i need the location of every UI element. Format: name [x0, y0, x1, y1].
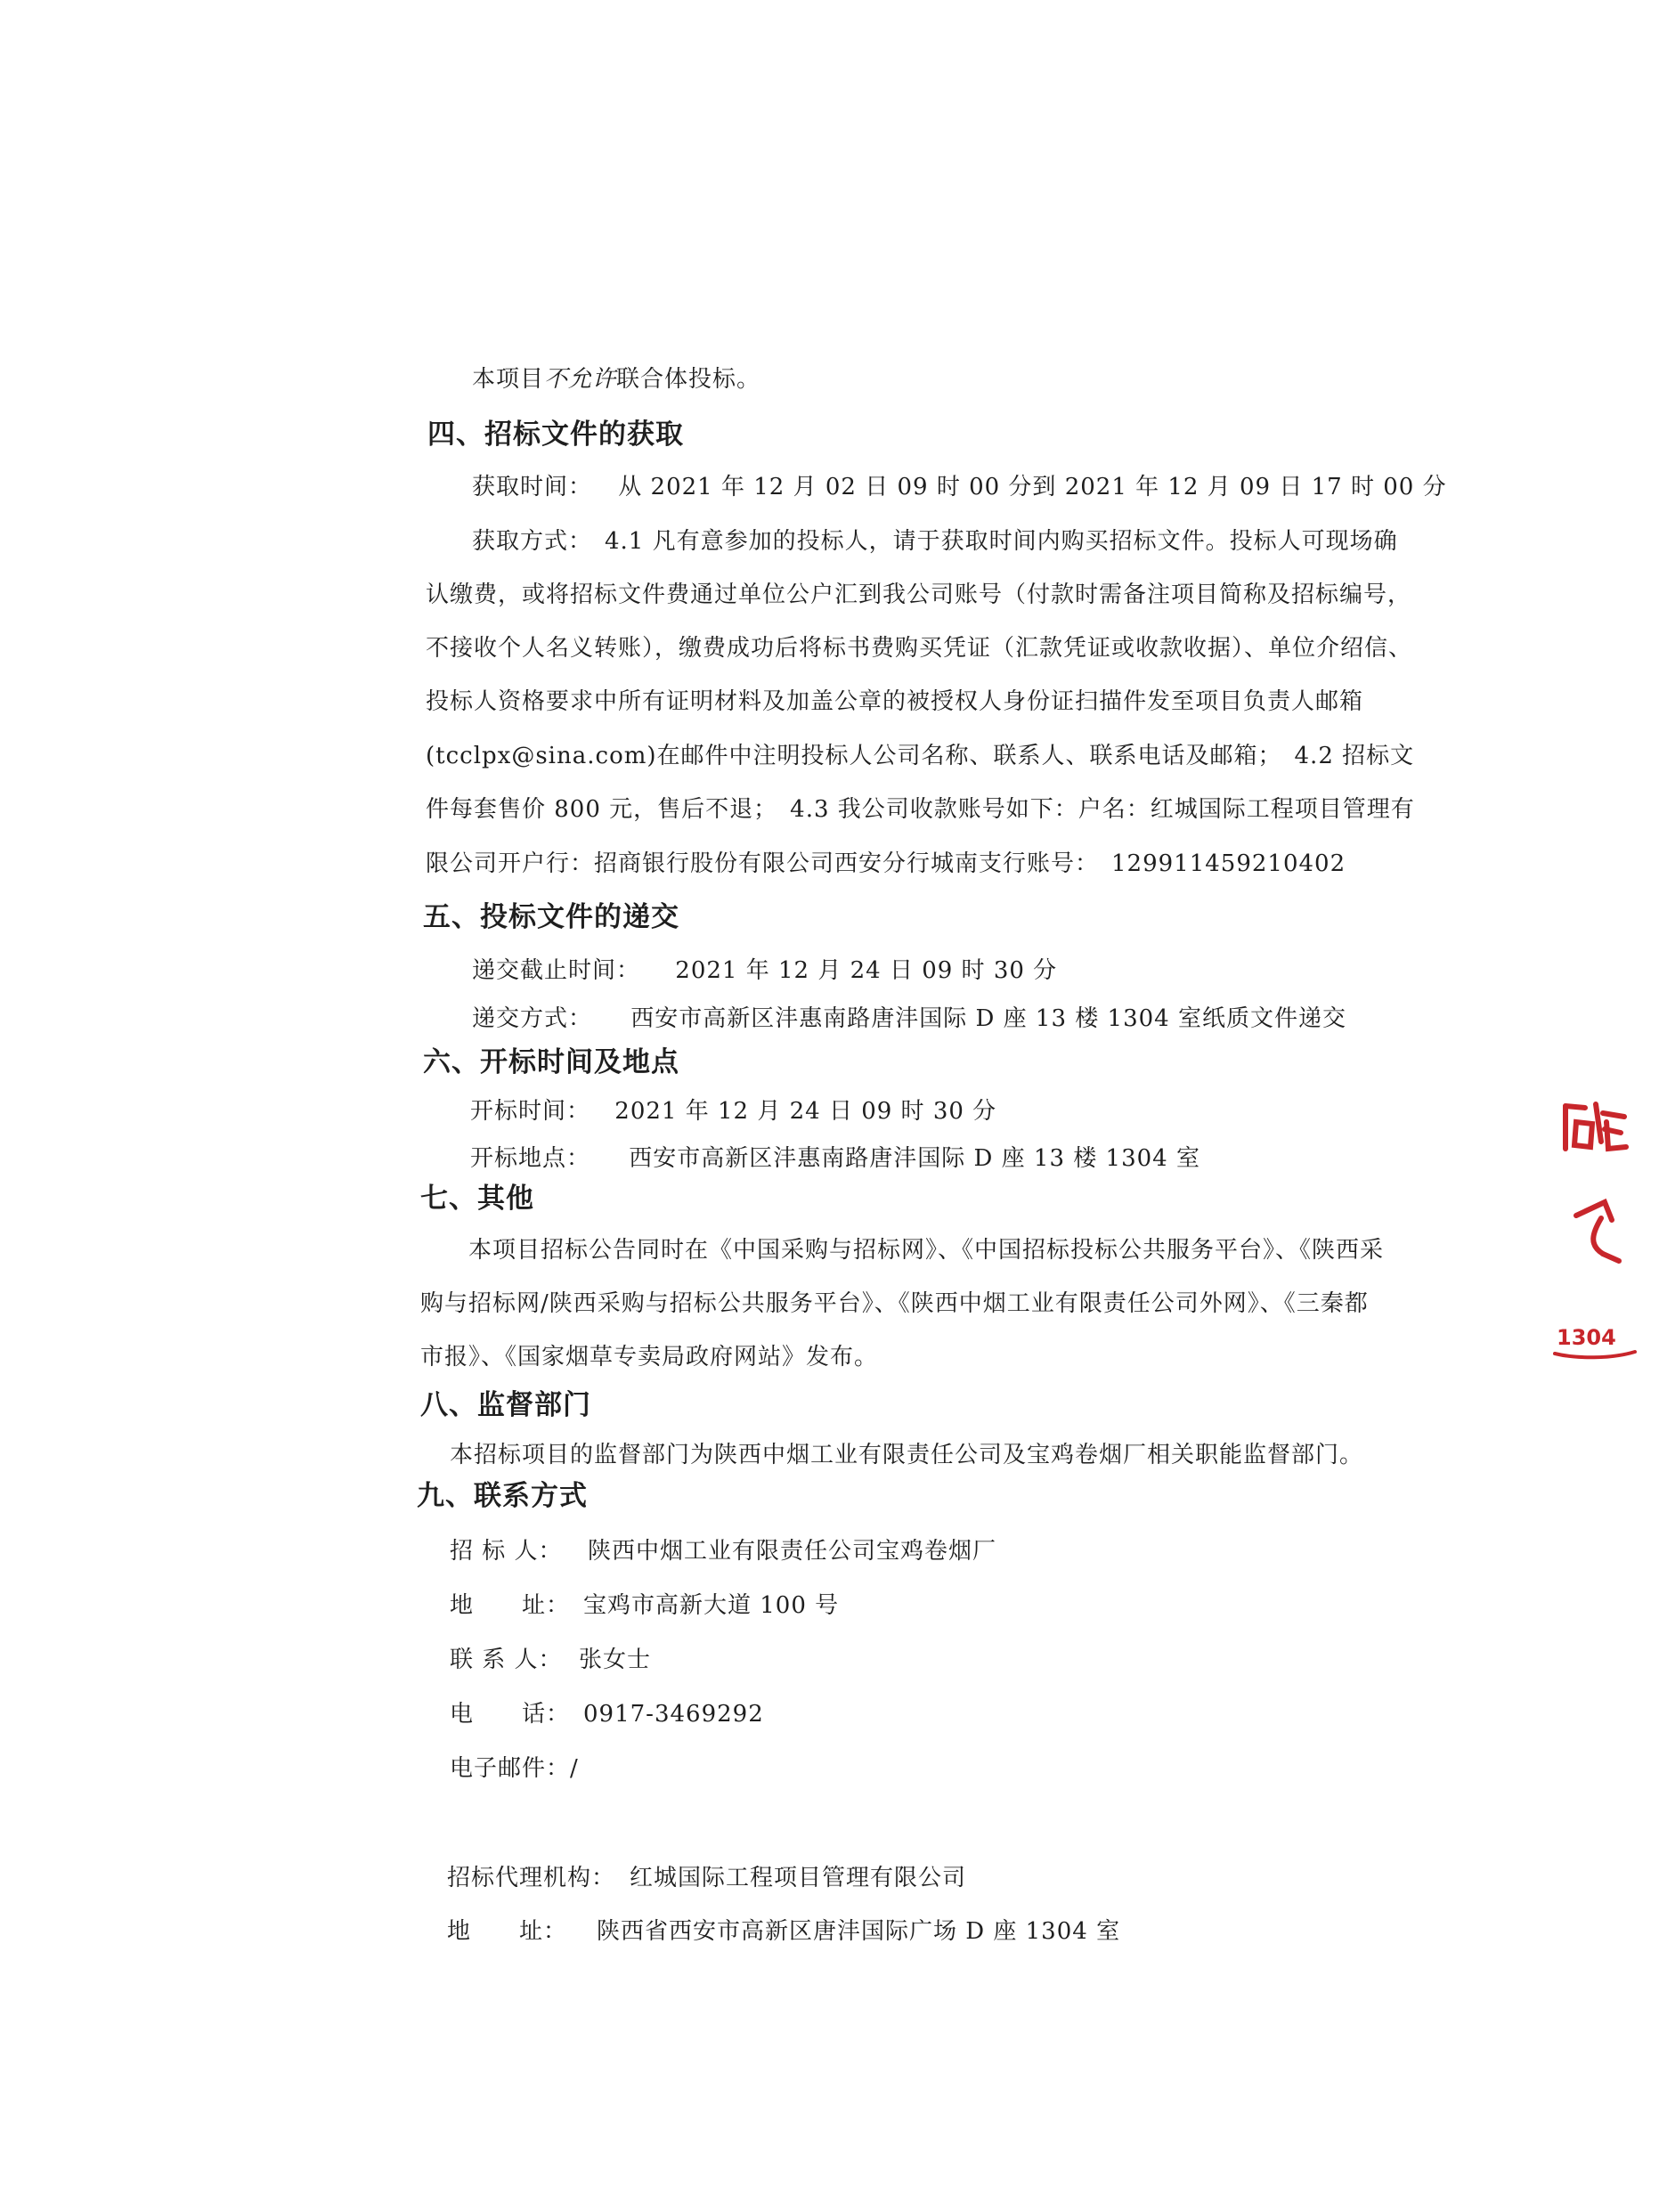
agency-label: 地 址： — [447, 1918, 568, 1945]
contact-label: 电子邮件： — [450, 1755, 571, 1782]
seal-text: 1304 — [1557, 1325, 1616, 1350]
agency-value: 陕西省西安市高新区唐沣国际广场 D 座 1304 室 — [597, 1918, 1121, 1945]
submit-method-value: 西安市高新区沣惠南路唐沣国际 D 座 13 楼 1304 室纸质文件递交 — [630, 1005, 1346, 1032]
intro-emphasis: 不允许 — [544, 366, 617, 393]
contact-label: 地 址： — [450, 1592, 571, 1619]
contact-tenderer — [450, 1537, 996, 1565]
intro-line — [472, 365, 760, 394]
open-place-value: 西安市高新区沣惠南路唐沣国际 D 座 13 楼 1304 室 — [629, 1145, 1200, 1172]
method-line-7: 限公司开户行：招商银行股份有限公司西安分行城南支行账号： 129911459210402 — [426, 850, 1346, 877]
method-line-1: 获取方式： 4.1 凡有意参加的投标人，请于获取时间内购买招标文件。投标人可现场确 — [472, 528, 1398, 555]
contact-value: / — [570, 1755, 579, 1782]
contact-email — [450, 1754, 579, 1783]
contact-address — [450, 1591, 839, 1620]
open-place-line — [470, 1144, 1200, 1173]
other-line-3: 市报》、《国家烟草专卖局政府网站》发布。 — [420, 1344, 879, 1370]
deadline-line — [472, 956, 1057, 985]
supervision-text: 本招标项目的监督部门为陕西中烟工业有限责任公司及宝鸡卷烟厂相关职能监督部门。 — [450, 1442, 1364, 1468]
contact-phone — [450, 1700, 764, 1728]
submit-method-label: 递交方式： — [472, 1005, 593, 1032]
section-7-heading: 七、其他 — [420, 1183, 534, 1215]
section-8-heading: 八、监督部门 — [420, 1389, 591, 1421]
acquire-time-value: 从 2021 年 12 月 02 日 09 时 00 分到 2021 年 12 月 09 日 17 时 00 分 — [618, 474, 1447, 500]
method-line-3: 不接收个人名义转账），缴费成功后将标书费购买凭证（汇款凭证或收款收据）、单位介绍信、 — [426, 635, 1413, 662]
method-line-2: 认缴费，或将招标文件费通过单位公户汇到我公司账号（付款时需备注项目简称及招标编号， — [426, 581, 1412, 608]
other-line-2: 购与招标网/陕西采购与招标公共服务平台》、《陕西中烟工业有限责任公司外网》、《三秦都 — [420, 1290, 1369, 1317]
open-place-label: 开标地点： — [470, 1145, 591, 1172]
open-time-value: 2021 年 12 月 24 日 09 时 30 分 — [614, 1098, 997, 1125]
submit-method-line — [472, 1004, 1346, 1033]
contact-value: 陕西中烟工业有限责任公司宝鸡卷烟厂 — [588, 1538, 997, 1565]
agency-label: 招标代理机构： — [447, 1865, 616, 1891]
intro-suffix: 联合体投标。 — [616, 366, 761, 393]
section-9-heading: 九、联系方式 — [417, 1480, 588, 1512]
method-line-6: 件每套售价 800 元，售后不退； 4.3 我公司收款账号如下：户名：红城国际工程项目管理有 — [426, 796, 1415, 823]
section-6-heading: 六、开标时间及地点 — [423, 1046, 679, 1078]
open-time-label: 开标时间： — [470, 1098, 591, 1125]
section-4-heading: 四、招标文件的获取 — [427, 419, 684, 451]
contact-person — [450, 1646, 651, 1674]
open-time-line — [470, 1097, 996, 1126]
contact-value: 宝鸡市高新大道 100 号 — [583, 1592, 840, 1619]
other-line-1: 本项目招标公告同时在《中国采购与招标网》、《中国招标投标公共服务平台》、《陕西采 — [468, 1237, 1385, 1264]
method-line-5: (tcclpx@sina.com)在邮件中注明投标人公司名称、联系人、联系电话及邮箱； 4.2 招标文 — [426, 743, 1415, 769]
acquire-time-label: 获取时间： — [472, 474, 593, 500]
intro-prefix: 本项目 — [472, 366, 545, 393]
agency-value: 红城国际工程项目管理有限公司 — [630, 1865, 967, 1891]
deadline-value: 2021 年 12 月 24 日 09 时 30 分 — [675, 957, 1058, 984]
contact-value: 0917-3469292 — [583, 1701, 764, 1728]
method-line-4: 投标人资格要求中所有证明材料及加盖公章的被授权人身份证扫描件发至项目负责人邮箱 — [426, 688, 1364, 715]
contact-label: 招 标 人： — [450, 1538, 563, 1565]
seal-stamp-fragment — [1549, 1086, 1647, 1380]
agency-name — [447, 1864, 966, 1892]
contact-label: 电 话： — [450, 1701, 571, 1728]
contact-label: 联 系 人： — [450, 1647, 563, 1673]
agency-address — [447, 1917, 1120, 1946]
contact-value: 张女士 — [579, 1647, 652, 1673]
acquire-time-line — [472, 473, 1447, 501]
section-5-heading: 五、投标文件的递交 — [423, 901, 679, 933]
deadline-label: 递交截止时间： — [472, 957, 641, 984]
